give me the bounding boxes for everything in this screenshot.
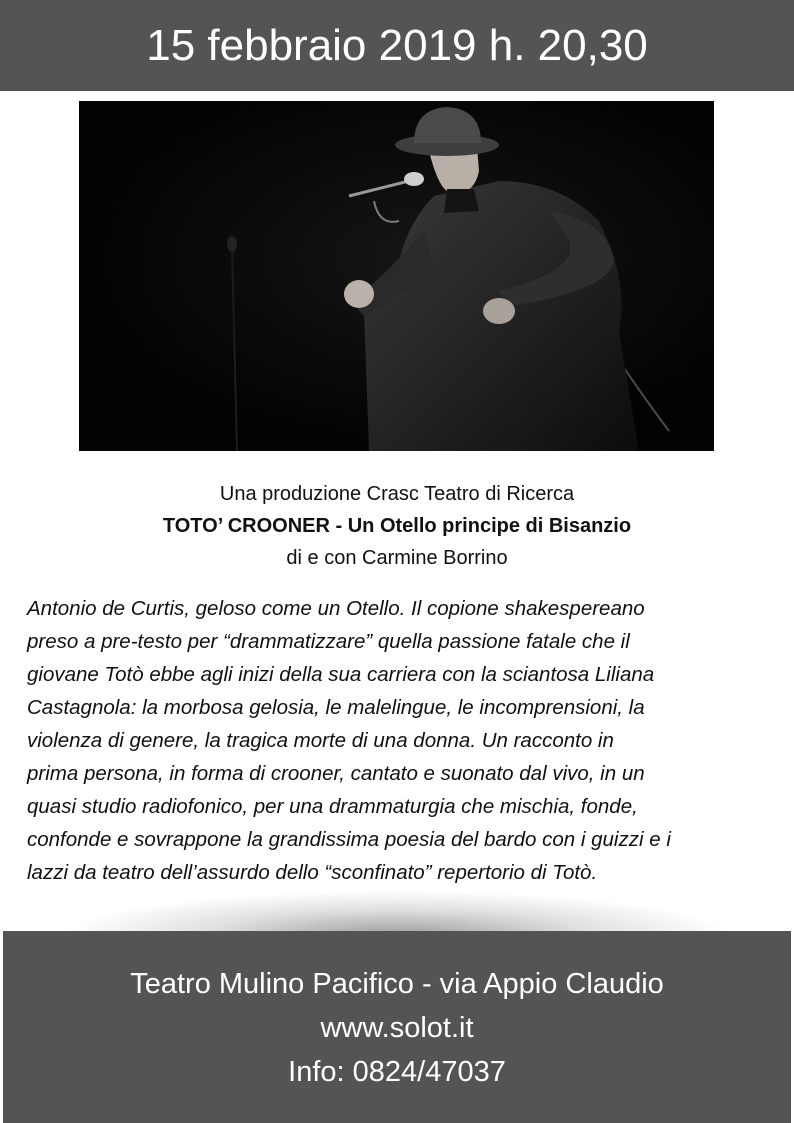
description-line: lazzi da teatro dell’assurdo dello “sconfinato” repertorio di Totò. [27, 861, 598, 884]
description-line: violenza di genere, la tragica morte di una donna. Un racconto in [27, 729, 614, 752]
description-line: preso a pre-testo per “drammatizzare” quella passione fatale che il [27, 630, 630, 653]
description-line: prima persona, in forma di crooner, cantato e suonato dal vivo, in un [27, 762, 645, 785]
show-description [27, 592, 787, 889]
decorative-shadow [60, 890, 734, 935]
date-banner [0, 0, 794, 91]
show-title: TOTO’ CROONER - Un Otello principe di Bisanzio [162, 515, 632, 537]
performer-photo-icon [79, 101, 714, 451]
venue-address: Teatro Mulino Pacifico - via Appio Claudio [130, 968, 664, 1000]
website-link[interactable]: www.solot.it [320, 1012, 474, 1044]
info-phone: Info: 0824/47037 [288, 1056, 506, 1088]
description-line: Castagnola: la morbosa gelosia, le malelingue, le incomprensioni, la [27, 696, 645, 719]
author-line: di e con Carmine Borrino [286, 547, 508, 569]
description-line: confonde e sovrappone la grandissima poesia del bardo con i guizzi e i [27, 828, 671, 851]
description-line: giovane Totò ebbe agli inizi della sua carriera con la sciantosa Liliana [27, 663, 655, 686]
description-line: quasi studio radiofonico, per una drammaturgia che mischia, fonde, [27, 795, 638, 818]
credits-block [0, 478, 794, 574]
event-date-time: 15 febbraio 2019 h. 20,30 [146, 20, 648, 70]
venue-footer [3, 931, 791, 1123]
production-line: Una produzione Crasc Teatro di Ricerca [219, 483, 575, 505]
performer-photo [79, 101, 714, 451]
description-line: Antonio de Curtis, geloso come un Otello. Il copione shakespereano [27, 597, 645, 620]
